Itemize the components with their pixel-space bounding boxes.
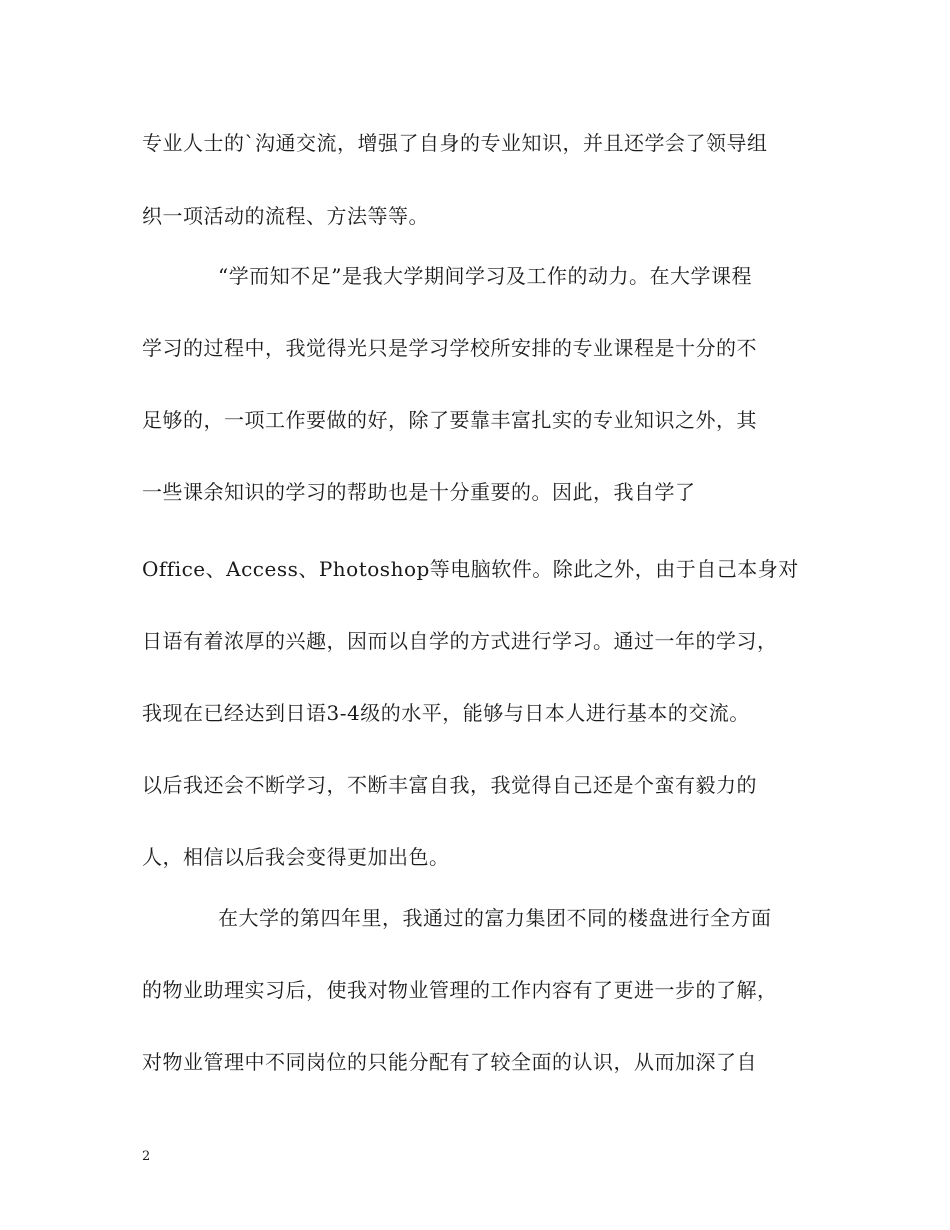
text-line: 我现在已经达到日语3-4级的水平，能够与日本人进行基本的交流。 xyxy=(142,701,750,725)
text-line: Office、Access、Photoshop等电脑软件。除此之外，由于自己本身对 xyxy=(142,557,799,581)
text-line: 一些课余知识的学习的帮助也是十分重要的。因此，我自学了 xyxy=(142,480,696,504)
text-line: 对物业管理中不同岗位的只能分配有了较全面的认识，从而加深了自 xyxy=(142,1050,757,1074)
text-line: 日语有着浓厚的兴趣，因而以自学的方式进行学习。通过一年的学习， xyxy=(142,629,778,653)
text-line: 以后我还会不断学习，不断丰富自我，我觉得自己还是个蛮有毅力的 xyxy=(142,773,757,797)
text-line: 足够的，一项工作要做的好，除了要靠丰富扎实的专业知识之外，其 xyxy=(142,408,757,432)
paragraph-start-line: 在大学的第四年里，我通过的富力集团不同的楼盘进行全方面 xyxy=(218,906,772,930)
page-number: 2 xyxy=(142,1149,151,1164)
text-line: 人，相信以后我会变得更加出色。 xyxy=(142,845,450,869)
text-line: 的物业助理实习后，使我对物业管理的工作内容有了更进一步的了解， xyxy=(142,978,778,1002)
text-line: 专业人士的`沟通交流，增强了自身的专业知识，并且还学会了领导组 xyxy=(142,131,768,155)
paragraph-start-line: “学而知不足”是我大学期间学习及工作的动力。在大学课程 xyxy=(218,264,752,288)
text-line: 织一项活动的流程、方法等等。 xyxy=(142,204,429,228)
text-line: 学习的过程中，我觉得光只是学习学校所安排的专业课程是十分的不 xyxy=(142,336,757,360)
